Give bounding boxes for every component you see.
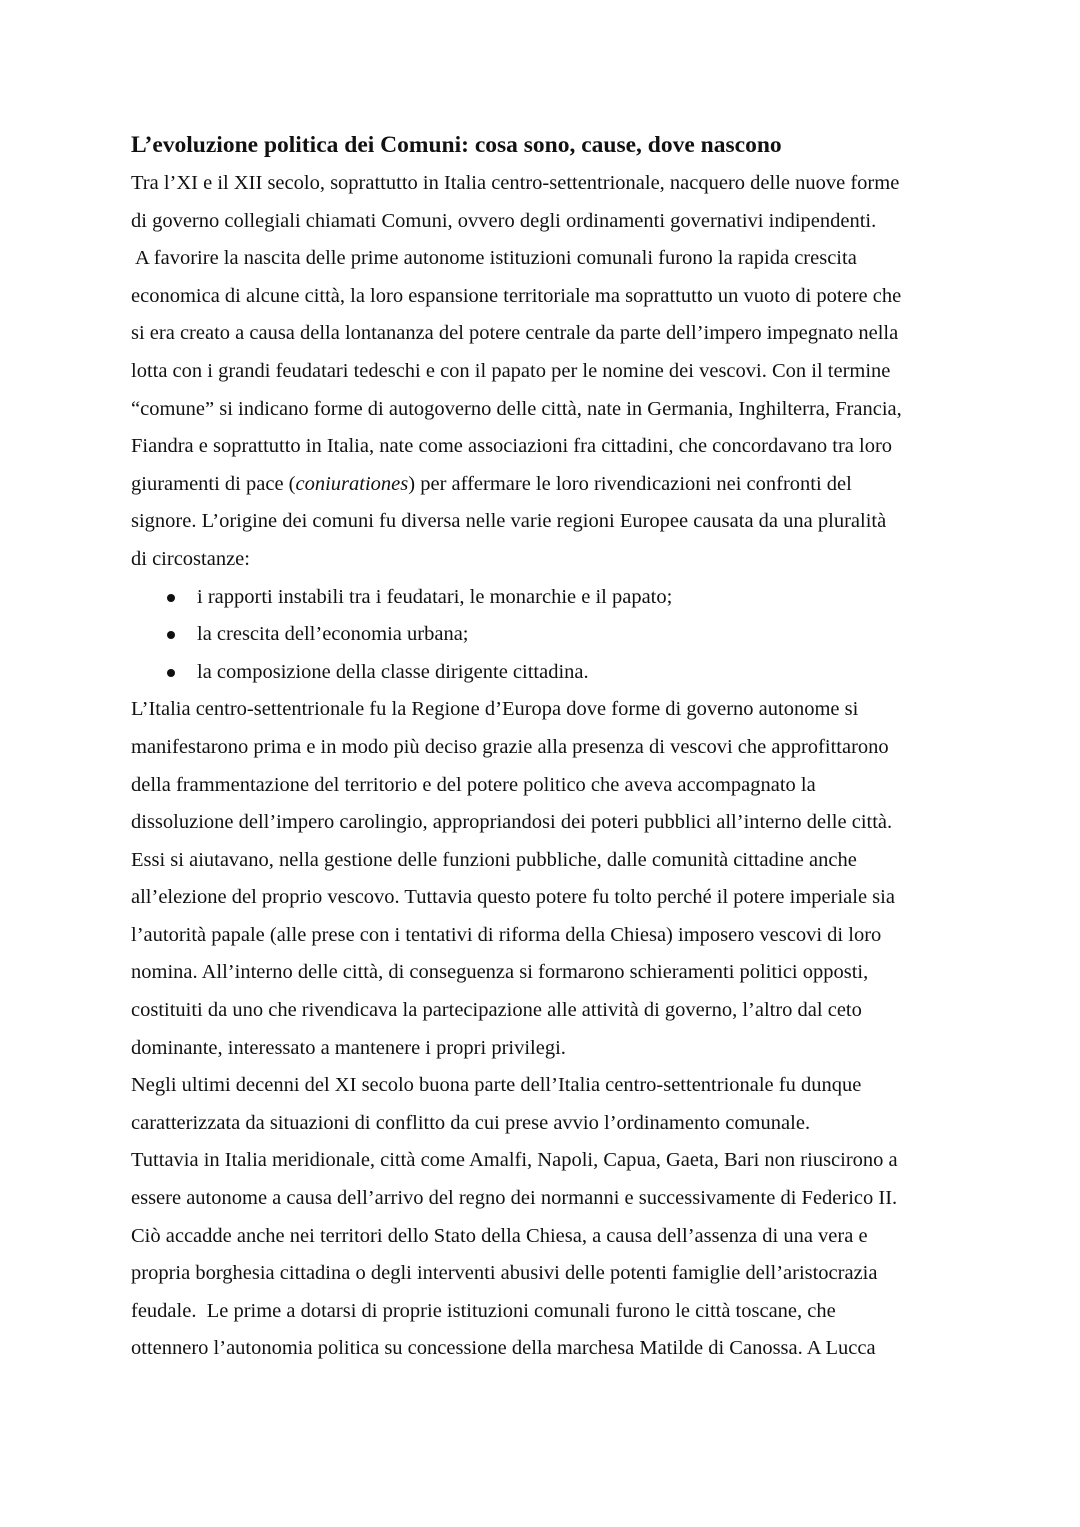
text-line: nomina. All’interno delle città, di conseguenza si formarono schieramenti politici opposti,: [131, 961, 869, 984]
list-item: [131, 654, 961, 692]
text-line: Negli ultimi decenni del XI secolo buona parte dell’Italia centro-settentrionale fu dunque: [131, 1074, 862, 1097]
text-line: di circostanze:: [131, 547, 250, 570]
paragraph-italy-north: [131, 691, 961, 1067]
text-line: A favorire la nascita delle prime autonome istituzioni comunali furono la rapida crescita: [131, 247, 857, 270]
paragraph-italy-south: [131, 1142, 961, 1368]
text-line-coniurationes: [131, 466, 961, 504]
document-page: [131, 128, 961, 1368]
list-item: [131, 579, 961, 617]
text-line: dissoluzione dell’impero carolingio, appropriandosi dei poteri pubblici all’interno delle città.: [131, 811, 893, 834]
text-line: feudale. Le prime a dotarsi di proprie istituzioni comunali furono le città toscane, che: [131, 1299, 836, 1322]
list-item-text: la crescita dell’economia urbana;: [197, 623, 469, 646]
bullet-icon: [167, 669, 175, 677]
text-line: all’elezione del proprio vescovo. Tuttavia questo potere fu tolto perché il potere imperiale sia: [131, 886, 895, 909]
paragraph-conflict: [131, 1067, 961, 1142]
text-line: di governo collegiali chiamati Comuni, ovvero degli ordinamenti governativi indipendenti.: [131, 209, 877, 232]
list-item: [131, 616, 961, 654]
text-line: costituiti da uno che rivendicava la partecipazione alle attività di governo, l’altro dal ceto: [131, 999, 862, 1022]
text-line: signore. L’origine dei comuni fu diversa nelle varie regioni Europee causata da una pluralità: [131, 510, 887, 533]
text-line: Fiandra e soprattutto in Italia, nate come associazioni fra cittadini, che concordavano tra loro: [131, 435, 893, 458]
text-line: L’Italia centro-settentrionale fu la Regione d’Europa dove forme di governo autonome si: [131, 698, 859, 721]
text-line: Essi si aiutavano, nella gestione delle funzioni pubbliche, dalle comunità cittadine anche: [131, 848, 857, 871]
text-line: Tra l’XI e il XII secolo, soprattutto in Italia centro-settentrionale, nacquero delle nuove forme: [131, 172, 900, 194]
text-line: manifestarono prima e in modo più deciso grazie alla presenza di vescovi che approfittarono: [131, 735, 889, 758]
text-fragment: ) per affermare le loro rivendicazioni nei confronti del: [408, 472, 852, 495]
list-item-text: i rapporti instabili tra i feudatari, le monarchie e il papato;: [197, 585, 673, 608]
text-line: Ciò accadde anche nei territori dello Stato della Chiesa, a causa dell’assenza di una vera e: [131, 1224, 868, 1247]
bullet-icon: [167, 631, 175, 639]
text-line: l’autorità papale (alle prese con i tentativi di riforma della Chiesa) imposero vescovi di loro: [131, 923, 882, 946]
latin-term: coniurationes: [295, 472, 409, 495]
text-line: economica di alcune città, la loro espansione territoriale ma soprattutto un vuoto di potere che: [131, 284, 902, 307]
text-line: della frammentazione del territorio e del potere politico che aveva accompagnato la: [131, 773, 816, 796]
circumstances-list: [131, 579, 961, 692]
document-title: L’evoluzione politica dei Comuni: cosa sono, cause, dove nascono: [131, 132, 782, 158]
text-line: ottennero l’autonomia politica su concessione della marchesa Matilde di Canossa. A Lucca: [131, 1337, 876, 1360]
text-line: “comune” si indicano forme di autogoverno delle città, nate in Germania, Inghilterra, Francia,: [131, 397, 902, 420]
list-item-text: la composizione della classe dirigente cittadina.: [197, 660, 589, 683]
text-line: essere autonome a causa dell’arrivo del regno dei normanni e successivamente di Federico II.: [131, 1187, 898, 1210]
text-line: propria borghesia cittadina o degli interventi abusivi delle potenti famiglie dell’aristocrazia: [131, 1262, 878, 1285]
text-line: caratterizzata da situazioni di conflitto da cui prese avvio l’ordinamento comunale.: [131, 1111, 811, 1134]
text-line: dominante, interessato a mantenere i propri privilegi.: [131, 1036, 566, 1059]
bullet-icon: [167, 594, 175, 602]
text-fragment: giuramenti di pace (: [131, 472, 296, 495]
text-line: si era creato a causa della lontananza del potere centrale da parte dell’impero impegnato nella: [131, 322, 899, 345]
paragraph-intro: [131, 165, 961, 579]
text-line: lotta con i grandi feudatari tedeschi e con il papato per le nomine dei vescovi. Con il termine: [131, 359, 891, 382]
text-line: Tuttavia in Italia meridionale, città come Amalfi, Napoli, Capua, Gaeta, Bari non riuscirono a: [131, 1149, 898, 1172]
